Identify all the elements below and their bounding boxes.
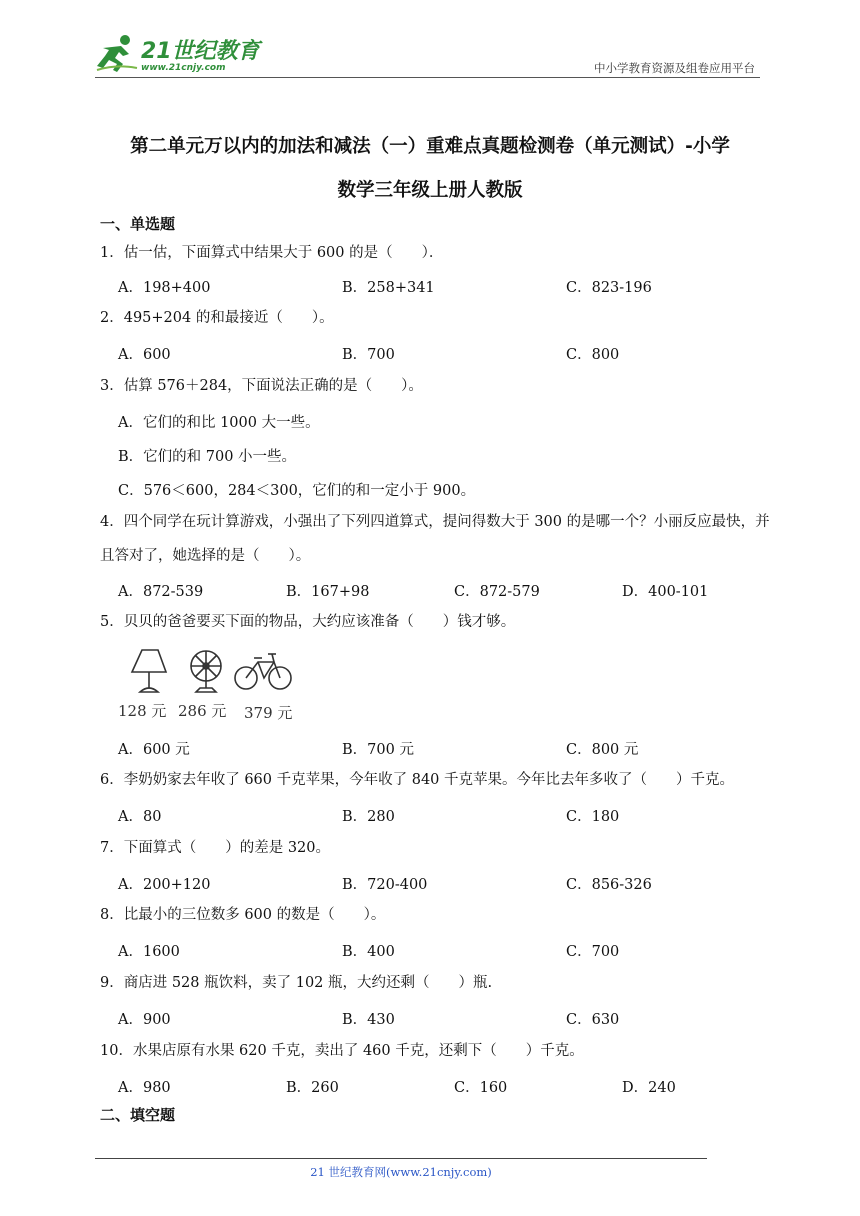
question-3: 3．估算 576＋284，下面说法正确的是（ ）。 [100, 378, 423, 394]
q6-option-a[interactable]: A．80 [118, 809, 162, 825]
q5-option-a[interactable]: A．600 元 [118, 742, 190, 758]
q4-option-d[interactable]: D．400-101 [622, 584, 709, 600]
q7-option-a[interactable]: A．200+120 [118, 877, 211, 893]
question-10: 10．水果店原有水果 620 千克，卖出了 460 千克，还剩下（ ）千克。 [100, 1043, 584, 1059]
q6-option-c[interactable]: C．180 [566, 809, 620, 825]
q3-option-c[interactable]: C．576＜600，284＜300，它们的和一定小于 900。 [118, 483, 476, 499]
footer-link[interactable]: 21 世纪教育网(www.21cnjy.com) [310, 1165, 492, 1179]
platform-name: 中小学教育资源及组卷应用平台 [594, 61, 755, 75]
q8-option-a[interactable]: A．1600 [118, 944, 180, 960]
q4-option-c[interactable]: C．872-579 [454, 584, 540, 600]
goods-illustration [118, 644, 298, 724]
runner-logo-icon [95, 34, 139, 74]
question-1: 1．估一估，下面算式中结果大于 600 的是（ ）． [100, 245, 444, 261]
logo-text: 21世纪教育 [141, 39, 260, 64]
q1-option-b[interactable]: B．258+341 [342, 280, 435, 296]
q1-option-c[interactable]: C．823-196 [566, 280, 652, 296]
q8-option-b[interactable]: B．400 [342, 944, 395, 960]
page-header [95, 30, 760, 80]
question-4: 4．四个同学在玩计算游戏，小强出了下列四道算式，提问得数大于 300 的是哪一个？小丽反应最快，并且答对了，她选择的是（ ）。 [100, 514, 770, 564]
q10-option-d[interactable]: D．240 [622, 1080, 676, 1096]
q2-option-c[interactable]: C．800 [566, 347, 620, 363]
logo[interactable] [95, 32, 265, 78]
question-9: 9．商店进 528 瓶饮料，卖了 102 瓶，大约还剩（ ）瓶. [100, 975, 493, 991]
section-heading-fill-in: 二、填空题 [100, 1106, 176, 1124]
q8-option-c[interactable]: C．700 [566, 944, 620, 960]
question-2: 2．495+204 的和最接近（ ）。 [100, 310, 334, 326]
q3-option-a[interactable]: A．它们的和比 1000 大一些。 [118, 415, 320, 431]
q1-option-a[interactable]: A．198+400 [118, 280, 211, 296]
q10-option-b[interactable]: B．260 [286, 1080, 339, 1096]
q7-option-b[interactable]: B．720-400 [342, 877, 428, 893]
q2-option-b[interactable]: B．700 [342, 347, 395, 363]
fan-price: 286 元 [178, 702, 227, 720]
q3-option-b[interactable]: B．它们的和 700 小一些。 [118, 449, 297, 465]
document-title-line-1: 第二单元万以内的加法和减法（一）重难点真题检测卷（单元测试）-小学 [130, 136, 730, 157]
q9-option-b[interactable]: B．430 [342, 1012, 395, 1028]
question-6: 6．李奶奶家去年收了 660 千克苹果，今年收了 840 千克苹果。今年比去年多收了（ ）千克。 [100, 772, 735, 788]
bicycle-price: 379 元 [244, 704, 293, 722]
q4-option-b[interactable]: B．167+98 [286, 584, 370, 600]
logo-url: www.21cnjy.com [141, 63, 226, 73]
q10-option-a[interactable]: A．980 [118, 1080, 171, 1096]
lamp-price: 128 元 [118, 702, 167, 720]
q7-option-c[interactable]: C．856-326 [566, 877, 652, 893]
q2-option-a[interactable]: A．600 [118, 347, 171, 363]
question-8: 8．比最小的三位数多 600 的数是（ ）。 [100, 907, 386, 923]
lamp-fan-bicycle-icon [118, 644, 298, 700]
header-divider [95, 77, 760, 78]
q10-option-c[interactable]: C．160 [454, 1080, 508, 1096]
q6-option-b[interactable]: B．280 [342, 809, 395, 825]
question-5: 5．贝贝的爸爸要买下面的物品，大约应该准备（ ）钱才够。 [100, 614, 516, 630]
q5-option-c[interactable]: C．800 元 [566, 742, 639, 758]
q4-option-a[interactable]: A．872-539 [118, 584, 204, 600]
document-title-line-2: 数学三年级上册人教版 [337, 180, 523, 201]
q5-option-b[interactable]: B．700 元 [342, 742, 414, 758]
question-7: 7．下面算式（ ）的差是 320。 [100, 840, 331, 856]
section-heading-single-choice: 一、单选题 [100, 215, 176, 233]
footer-divider [95, 1158, 707, 1159]
q9-option-c[interactable]: C．630 [566, 1012, 620, 1028]
q9-option-a[interactable]: A．900 [118, 1012, 171, 1028]
